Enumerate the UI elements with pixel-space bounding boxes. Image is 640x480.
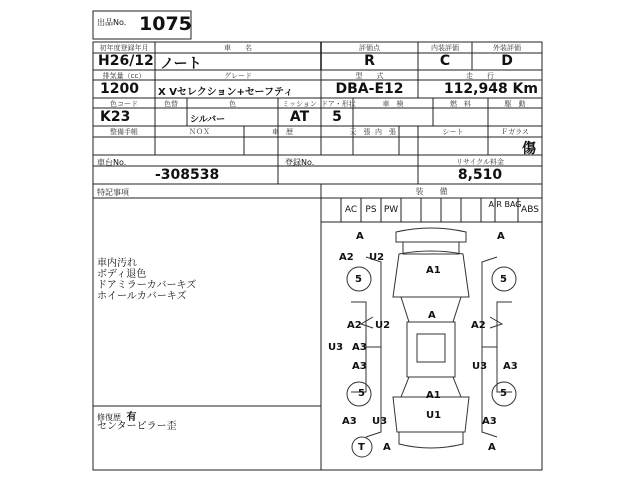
exterior-value: D	[501, 53, 513, 69]
damage-marker: A1	[426, 265, 441, 276]
color-header: 色	[229, 100, 236, 108]
model-header: 型 式	[355, 72, 384, 80]
score-value: R	[364, 53, 375, 69]
special-notes-label: 特記事項	[97, 188, 129, 197]
special-note-line: ホイールカバーキズ	[97, 291, 187, 302]
damage-marker: U3	[328, 342, 344, 353]
equipment-label: 装 備	[415, 187, 448, 196]
damage-marker: 5	[500, 274, 507, 285]
sunroof-header: 天 張	[349, 128, 371, 136]
displacement-value: 1200	[100, 81, 139, 97]
mileage-header: 走 行	[466, 72, 494, 80]
interior-header: 内装評価	[431, 44, 459, 52]
reg-no-header: 登録No.	[285, 158, 315, 167]
equipment-ac: AC	[344, 205, 358, 215]
manual-header: 整備手帳	[110, 128, 138, 136]
damage-marker: 5	[358, 388, 365, 399]
displacement-header: 排気量（cc）	[102, 72, 146, 80]
transmission-value: AT	[289, 109, 310, 125]
damage-marker: A	[383, 442, 391, 453]
color-code-header: 色コード	[110, 100, 138, 108]
history-header: 車 歴	[272, 128, 293, 136]
interior-trim-header: 内 張	[375, 128, 396, 136]
reg-year-value: H26/12	[98, 53, 154, 69]
repair-label: 修復歴	[97, 413, 121, 422]
damage-marker: A3	[482, 416, 497, 427]
special-note-line: ドアミラーカバーキズ	[97, 280, 197, 291]
equipment-ps: PS	[365, 205, 377, 215]
damage-marker: A	[497, 231, 505, 242]
damage-marker: A2	[347, 320, 362, 331]
damage-marker: U3	[472, 361, 488, 372]
doors-header: ドア・形状	[321, 100, 356, 108]
damage-marker: A2	[471, 320, 486, 331]
special-note-line: 車内汚れ	[97, 258, 137, 269]
model-value: DBA-E12	[335, 81, 404, 97]
f-glass-header: Ｆガラス	[501, 128, 529, 136]
damage-marker: 5	[355, 274, 362, 285]
equipment-abs: ABS	[521, 205, 539, 215]
damage-marker: A2	[339, 252, 354, 263]
exterior-header: 外装評価	[493, 44, 521, 52]
damage-marker: A3	[352, 342, 367, 353]
special-notes-list	[97, 258, 196, 302]
drive-header: 駆 動	[504, 100, 526, 108]
transmission-header: ミッション	[282, 100, 317, 108]
damage-marker: A	[488, 442, 496, 453]
damage-marker: 5	[500, 388, 507, 399]
repair-note-line: センターピラー歪	[97, 421, 177, 432]
mileage-value: 112,948 Km	[443, 81, 538, 97]
damage-marker: U3	[372, 416, 388, 427]
f-glass-value: 傷	[522, 141, 536, 157]
damage-marker: A3	[503, 361, 518, 372]
damage-marker: U1	[426, 410, 442, 421]
special-note-line: ボディ退色	[97, 269, 147, 280]
recycle-header: リサイクル料金	[455, 158, 505, 166]
equipment-airbag: AIR BAG	[488, 200, 522, 209]
fuel-header: 燃 料	[450, 100, 471, 108]
damage-marker: U2	[375, 320, 391, 331]
grade-header: グレード	[224, 72, 252, 80]
grade-value: X Vセレクション+セーフティ	[158, 87, 294, 98]
repair-value: 有	[126, 412, 137, 423]
car-name-header: 車 名	[224, 44, 252, 52]
equipment-pw: PW	[383, 205, 399, 215]
interior-value: C	[439, 53, 451, 69]
color-value: シルバー	[190, 115, 226, 125]
color-code-value: K23	[100, 109, 131, 125]
damage-marker: A1	[426, 390, 441, 401]
nox-header: ＮＯＸ	[189, 128, 210, 136]
score-header: 評価点	[359, 44, 380, 52]
color-swap-header: 色替	[164, 100, 178, 108]
damage-marker: A3	[342, 416, 357, 427]
reg-year-header: 初年度登録年月	[99, 44, 149, 52]
damage-marker: A	[428, 310, 436, 321]
chassis-header: 車台No.	[97, 158, 127, 167]
damage-marker: A	[356, 231, 364, 242]
damage-marker: T	[358, 442, 365, 453]
recycle-value: 8,510	[457, 167, 503, 183]
chassis-value: -308538	[155, 167, 220, 183]
doors-value: 5	[332, 109, 342, 125]
inspection-header: 車 検	[382, 100, 404, 108]
damage-marker: A3	[352, 361, 367, 372]
lot-label: 出品No.	[97, 18, 127, 27]
seat-header: シート	[442, 128, 464, 136]
lot-number: 1075	[139, 13, 192, 35]
car-name-value: ノート	[160, 56, 202, 72]
damage-marker: U2	[369, 252, 385, 263]
